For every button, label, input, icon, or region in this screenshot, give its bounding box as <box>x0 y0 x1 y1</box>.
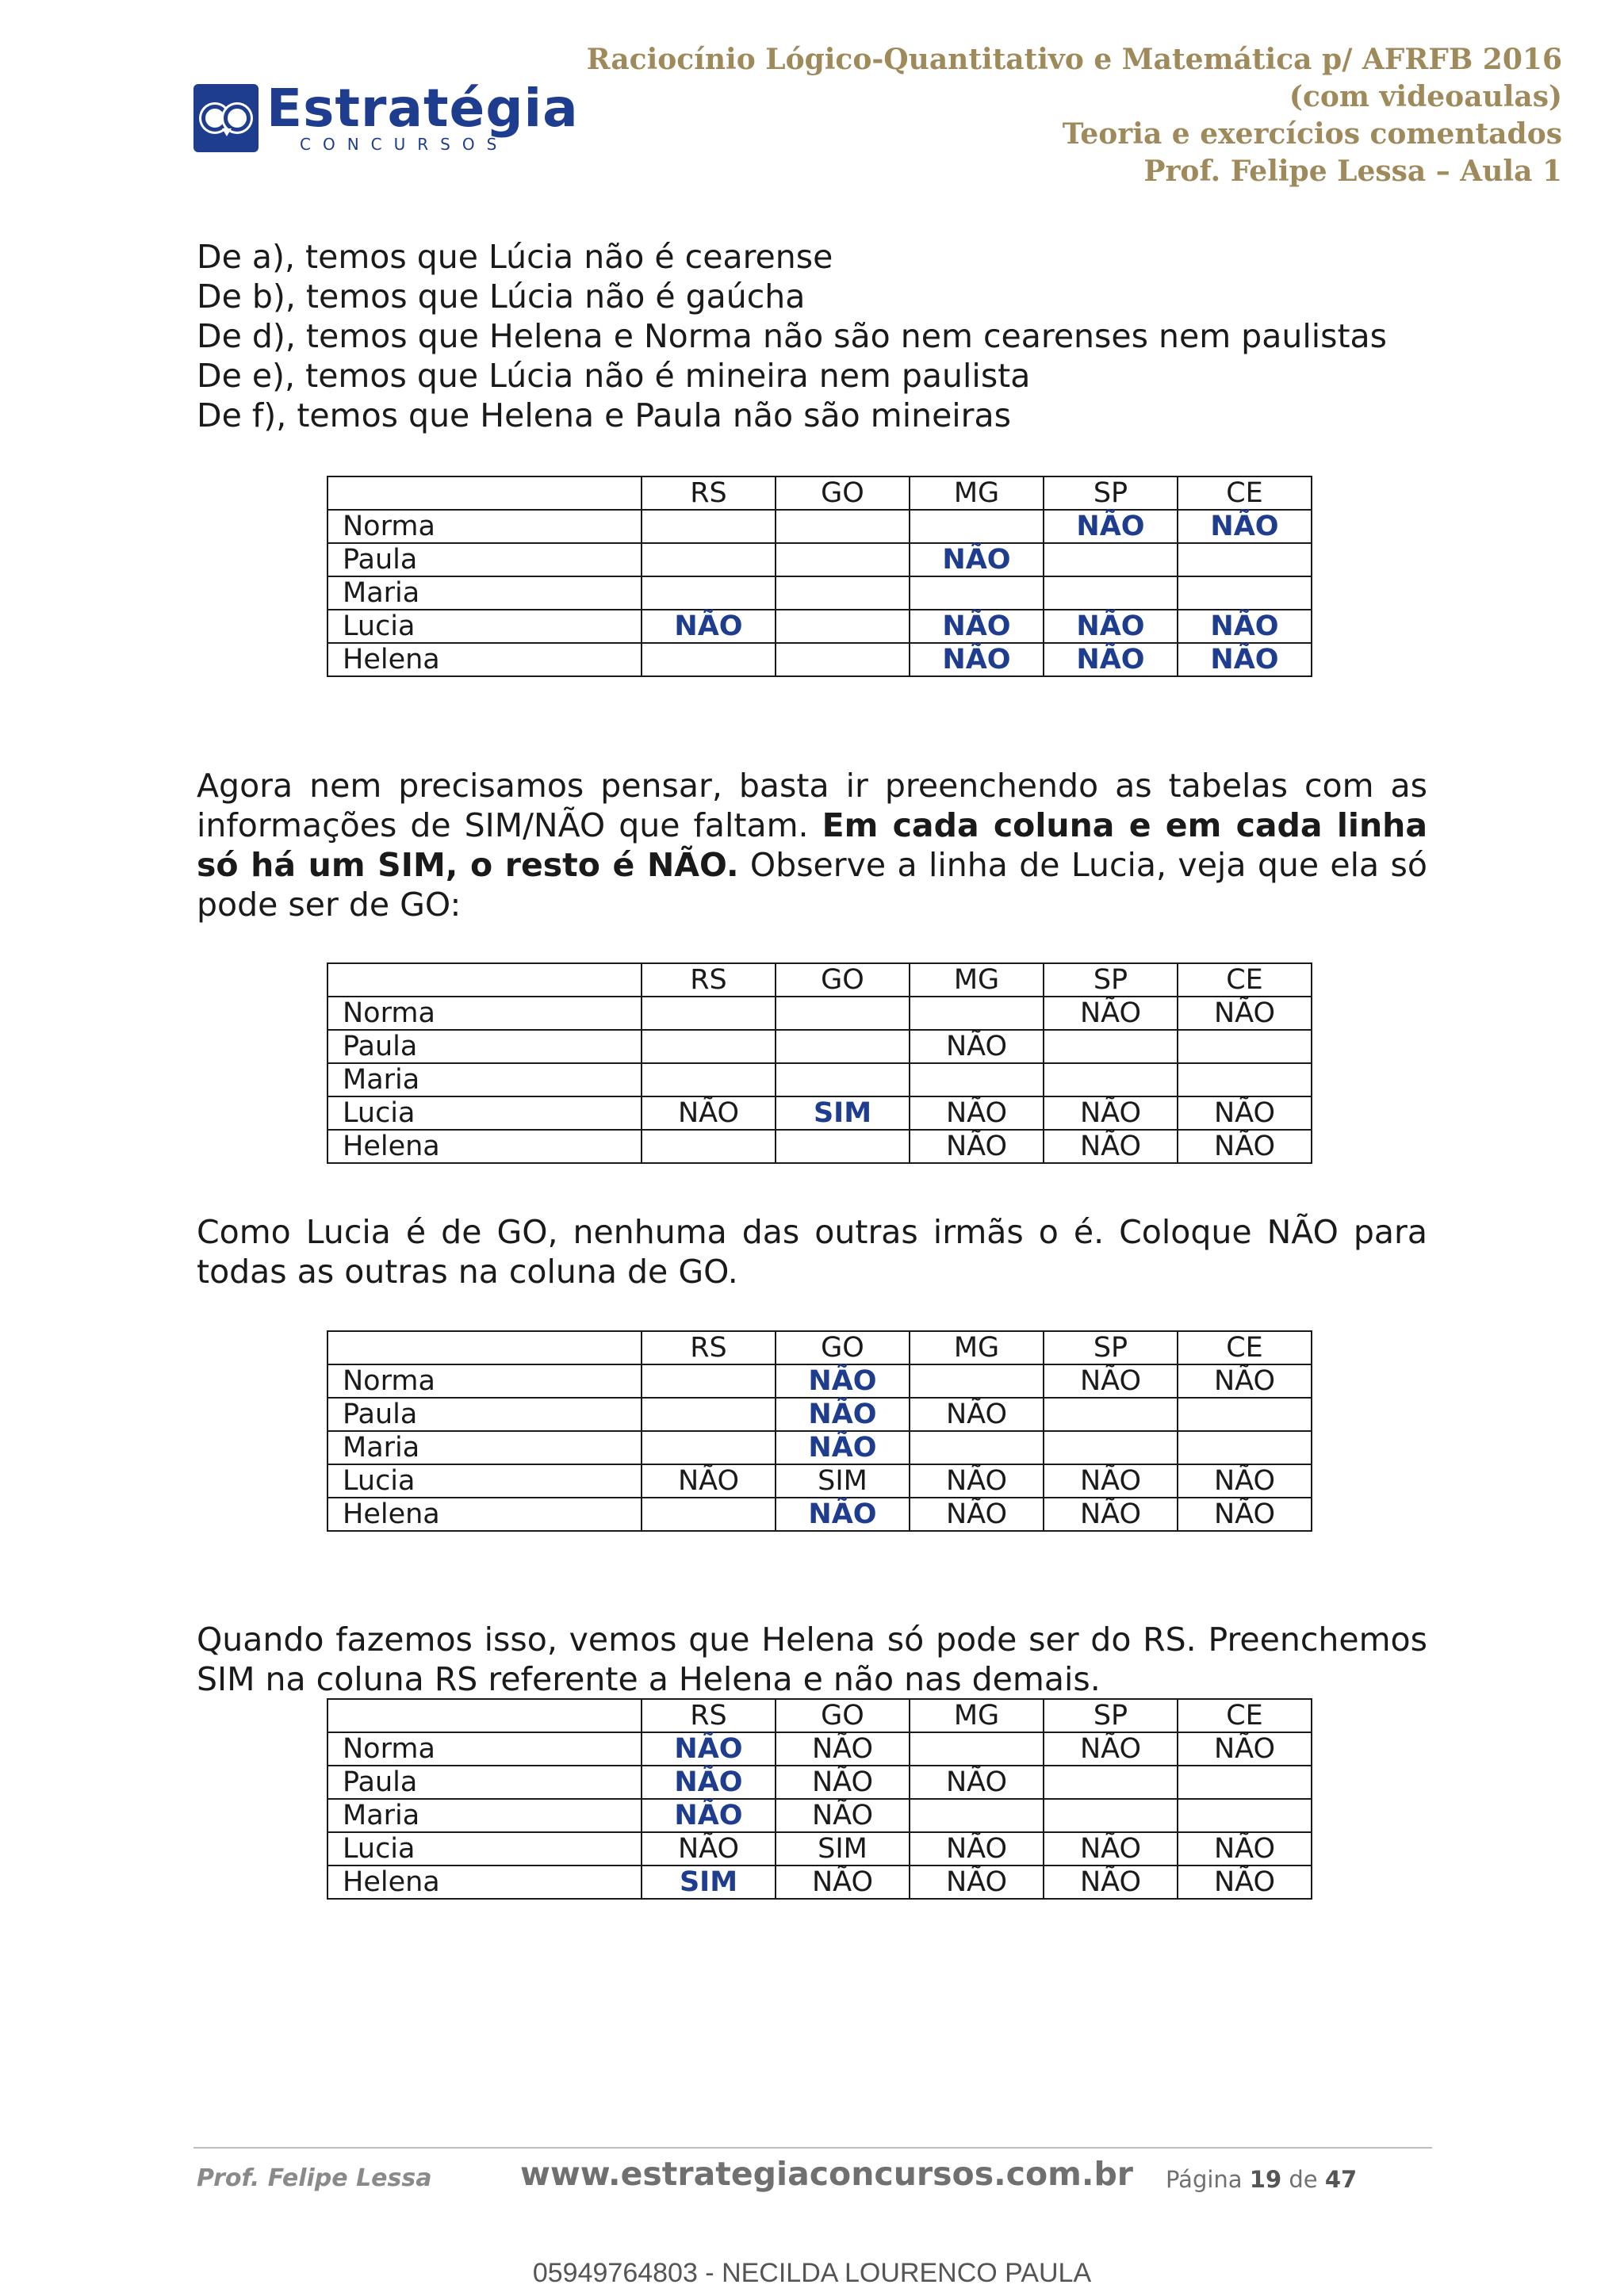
paragraph-text: Agora nem precisamos pensar, basta ir preenchendo as tabelas com as informações de SIM/NÃO que faltam. <box>197 767 1427 844</box>
table-cell <box>776 1130 910 1163</box>
table-header-row <box>327 476 1312 510</box>
table-cell: NÃO <box>776 1398 910 1431</box>
table-cell: NÃO <box>1044 1866 1178 1899</box>
row-name-cell: Lucia <box>327 1096 642 1130</box>
row-name-cell: Norma <box>327 510 642 543</box>
table-row <box>327 1030 1312 1063</box>
table-cell: NÃO <box>910 1832 1044 1866</box>
table-cell <box>1178 543 1312 576</box>
table-cell: NÃO <box>910 1498 1044 1531</box>
table-cell <box>642 1364 776 1398</box>
table-cell: NÃO <box>776 1866 910 1899</box>
intro-line: De b), temos que Lúcia não é gaúcha <box>197 277 806 316</box>
table-cell <box>910 576 1044 610</box>
table-cell: NÃO <box>1178 1364 1312 1398</box>
column-header: GO <box>776 963 910 997</box>
table-cell: NÃO <box>1178 1832 1312 1866</box>
table-cell: NÃO <box>642 1832 776 1866</box>
table-row <box>327 610 1312 643</box>
table-cell <box>1044 1431 1178 1464</box>
table-step-2 <box>327 962 1312 1164</box>
table-row <box>327 510 1312 543</box>
table-cell: NÃO <box>1044 1364 1178 1398</box>
table-row <box>327 1063 1312 1096</box>
table-cell <box>776 543 910 576</box>
footer-url-link[interactable]: www.estrategiaconcursos.com.br <box>520 2155 1134 2193</box>
table-cell: NÃO <box>1178 1464 1312 1498</box>
table-step-1 <box>327 476 1312 677</box>
table-cell <box>776 643 910 676</box>
logo-subtitle: CONCURSOS <box>300 135 509 154</box>
column-header: RS <box>642 1699 776 1732</box>
column-header: CE <box>1178 963 1312 997</box>
table-cell: NÃO <box>1044 1498 1178 1531</box>
table-corner-cell <box>327 476 642 510</box>
table-cell <box>1044 1799 1178 1832</box>
row-name-cell: Maria <box>327 1431 642 1464</box>
table-cell: NÃO <box>776 1799 910 1832</box>
row-name-cell: Lucia <box>327 610 642 643</box>
table-cell <box>1044 1030 1178 1063</box>
logo <box>193 78 579 154</box>
row-name-cell: Helena <box>327 643 642 676</box>
table-cell: NÃO <box>1044 610 1178 643</box>
header-title-line3: Teoria e exercícios comentados <box>1062 117 1562 151</box>
column-header: SP <box>1044 476 1178 510</box>
table-cell: NÃO <box>1044 997 1178 1030</box>
table-header-row <box>327 1699 1312 1732</box>
column-header: MG <box>910 1331 1044 1364</box>
row-name-cell: Lucia <box>327 1832 642 1866</box>
footer-divider <box>193 2147 1432 2149</box>
table-cell <box>1178 1766 1312 1799</box>
table-row <box>327 543 1312 576</box>
column-header: SP <box>1044 1331 1178 1364</box>
table-cell <box>776 997 910 1030</box>
table-cell: NÃO <box>642 1464 776 1498</box>
column-header: SP <box>1044 963 1178 997</box>
table-cell: NÃO <box>1044 1832 1178 1866</box>
table-step-3 <box>327 1330 1312 1532</box>
table-cell: SIM <box>776 1096 910 1130</box>
table-cell <box>1178 1431 1312 1464</box>
row-name-cell: Lucia <box>327 1464 642 1498</box>
row-name-cell: Norma <box>327 997 642 1030</box>
table-row <box>327 1766 1312 1799</box>
row-name-cell: Norma <box>327 1364 642 1398</box>
table-cell <box>910 1732 1044 1766</box>
column-header: GO <box>776 476 910 510</box>
table-cell <box>1178 1063 1312 1096</box>
table-row <box>327 1464 1312 1498</box>
table-cell <box>1178 1398 1312 1431</box>
table-cell <box>642 643 776 676</box>
table-cell: NÃO <box>1178 643 1312 676</box>
table-cell: NÃO <box>910 1398 1044 1431</box>
table-cell <box>1044 576 1178 610</box>
table-cell: NÃO <box>910 1096 1044 1130</box>
table-cell: NÃO <box>1044 510 1178 543</box>
table-cell: NÃO <box>776 1431 910 1464</box>
table-cell <box>1044 1063 1178 1096</box>
table-cell <box>642 1398 776 1431</box>
table-cell: NÃO <box>642 1799 776 1832</box>
table-cell: SIM <box>642 1866 776 1899</box>
table-cell: NÃO <box>1178 1096 1312 1130</box>
column-header: RS <box>642 963 776 997</box>
table-cell <box>642 576 776 610</box>
owl-logo-icon <box>193 84 259 152</box>
page-total: 47 <box>1324 2166 1358 2193</box>
paragraph-text: Observe a linha de Lucia, veja que ela só pode ser de GO: <box>197 846 1427 924</box>
page-of: de <box>1289 2166 1318 2193</box>
row-name-cell: Paula <box>327 1030 642 1063</box>
column-header: MG <box>910 963 1044 997</box>
table-cell: NÃO <box>1178 1498 1312 1531</box>
paragraph-helena-rs: Quando fazemos isso, vemos que Helena só pode ser do RS. Preenchemos SIM na coluna RS referente a Helena e não nas demais. <box>197 1621 1427 1698</box>
table-cell: NÃO <box>910 610 1044 643</box>
table-corner-cell <box>327 1331 642 1364</box>
table-cell <box>910 510 1044 543</box>
column-header: GO <box>776 1331 910 1364</box>
column-header: CE <box>1178 1331 1312 1364</box>
table-cell <box>776 510 910 543</box>
table-row <box>327 1832 1312 1866</box>
table-cell <box>910 1799 1044 1832</box>
page-current: 19 <box>1249 2166 1282 2193</box>
row-name-cell: Maria <box>327 1799 642 1832</box>
table-cell: NÃO <box>1178 1732 1312 1766</box>
page-label: Página <box>1166 2166 1243 2193</box>
table-cell <box>910 1364 1044 1398</box>
header-title-line1: Raciocínio Lógico-Quantitativo e Matemática p/ AFRFB 2016 <box>586 43 1562 76</box>
row-name-cell: Maria <box>327 576 642 610</box>
table-cell: NÃO <box>1044 1130 1178 1163</box>
table-cell <box>1044 1398 1178 1431</box>
table-cell <box>642 1030 776 1063</box>
table-cell <box>642 1431 776 1464</box>
table-cell <box>1178 576 1312 610</box>
table-corner-cell <box>327 963 642 997</box>
table-cell: NÃO <box>910 1130 1044 1163</box>
document-header <box>587 41 1562 190</box>
table-row <box>327 1732 1312 1766</box>
column-header: RS <box>642 476 776 510</box>
table-header-row <box>327 1331 1312 1364</box>
table-cell: NÃO <box>910 1866 1044 1899</box>
column-header: CE <box>1178 476 1312 510</box>
table-cell <box>642 997 776 1030</box>
table-cell: NÃO <box>1044 1732 1178 1766</box>
table-row <box>327 1398 1312 1431</box>
row-name-cell: Helena <box>327 1866 642 1899</box>
table-row <box>327 576 1312 610</box>
table-cell: NÃO <box>1044 643 1178 676</box>
column-header: SP <box>1044 1699 1178 1732</box>
table-cell <box>910 1431 1044 1464</box>
column-header: CE <box>1178 1699 1312 1732</box>
table-cell: NÃO <box>776 1766 910 1799</box>
table-cell: NÃO <box>910 1464 1044 1498</box>
row-name-cell: Paula <box>327 1398 642 1431</box>
table-row <box>327 1866 1312 1899</box>
table-cell <box>1178 1030 1312 1063</box>
table-cell <box>1178 1799 1312 1832</box>
logo-name: Estratégia <box>266 78 579 139</box>
table-cell: NÃO <box>642 610 776 643</box>
table-row <box>327 1431 1312 1464</box>
table-row <box>327 1096 1312 1130</box>
table-row <box>327 1130 1312 1163</box>
table-cell: NÃO <box>1044 1096 1178 1130</box>
row-name-cell: Norma <box>327 1732 642 1766</box>
table-cell: NÃO <box>1044 1464 1178 1498</box>
table-cell: NÃO <box>642 1766 776 1799</box>
footer-page-number <box>1166 2166 1357 2193</box>
intro-line: De a), temos que Lúcia não é cearense <box>197 238 833 276</box>
intro-line: De e), temos que Lúcia não é mineira nem paulista <box>197 357 1031 395</box>
table-cell <box>642 1498 776 1531</box>
table-cell: NÃO <box>910 1766 1044 1799</box>
table-cell: NÃO <box>1178 1866 1312 1899</box>
table-cell <box>776 1030 910 1063</box>
table-cell: NÃO <box>776 1732 910 1766</box>
table-row <box>327 1799 1312 1832</box>
table-cell <box>776 610 910 643</box>
table-row <box>327 1498 1312 1531</box>
table-cell: SIM <box>776 1832 910 1866</box>
column-header: GO <box>776 1699 910 1732</box>
table-step-4 <box>327 1698 1312 1900</box>
table-corner-cell <box>327 1699 642 1732</box>
paragraph-bold-rule: Em cada coluna e em cada linha só há um SIM, o resto é NÃO. <box>197 806 1427 884</box>
row-name-cell: Helena <box>327 1498 642 1531</box>
column-header: MG <box>910 1699 1044 1732</box>
paragraph-fill-tables <box>197 766 1427 924</box>
table-cell: NÃO <box>642 1096 776 1130</box>
row-name-cell: Paula <box>327 1766 642 1799</box>
watermark: 05949764803 - NECILDA LOURENCO PAULA <box>532 2258 1092 2288</box>
table-row <box>327 997 1312 1030</box>
table-row <box>327 643 1312 676</box>
paragraph-lucia-go: Como Lucia é de GO, nenhuma das outras irmãs o é. Coloque NÃO para todas as outras na coluna de GO. <box>197 1213 1427 1291</box>
table-cell: NÃO <box>910 643 1044 676</box>
table-cell: NÃO <box>910 1030 1044 1063</box>
row-name-cell: Maria <box>327 1063 642 1096</box>
table-cell: NÃO <box>776 1498 910 1531</box>
table-cell <box>642 1063 776 1096</box>
table-cell <box>776 576 910 610</box>
table-cell <box>642 543 776 576</box>
footer-author: Prof. Felipe Lessa <box>197 2164 432 2192</box>
table-cell <box>1044 1766 1178 1799</box>
table-cell: NÃO <box>910 543 1044 576</box>
table-cell: NÃO <box>1178 610 1312 643</box>
table-cell: NÃO <box>1178 510 1312 543</box>
table-cell <box>642 1130 776 1163</box>
table-cell: NÃO <box>1178 1130 1312 1163</box>
intro-line: De f), temos que Helena e Paula não são mineiras <box>197 396 1012 434</box>
row-name-cell: Helena <box>327 1130 642 1163</box>
column-header: RS <box>642 1331 776 1364</box>
table-cell: SIM <box>776 1464 910 1498</box>
header-title-line2: (com videoaulas) <box>1289 80 1562 113</box>
column-header: MG <box>910 476 1044 510</box>
table-cell: NÃO <box>776 1364 910 1398</box>
table-header-row <box>327 963 1312 997</box>
row-name-cell: Paula <box>327 543 642 576</box>
table-cell: NÃO <box>1178 997 1312 1030</box>
table-row <box>327 1364 1312 1398</box>
table-cell <box>776 1063 910 1096</box>
table-cell <box>910 1063 1044 1096</box>
header-title-line4: Prof. Felipe Lessa – Aula 1 <box>1143 155 1562 188</box>
table-cell <box>910 997 1044 1030</box>
table-cell: NÃO <box>642 1732 776 1766</box>
table-cell <box>1044 543 1178 576</box>
table-cell <box>642 510 776 543</box>
intro-line: De d), temos que Helena e Norma não são nem cearenses nem paulistas <box>197 317 1388 355</box>
intro-paragraph <box>197 237 1427 435</box>
